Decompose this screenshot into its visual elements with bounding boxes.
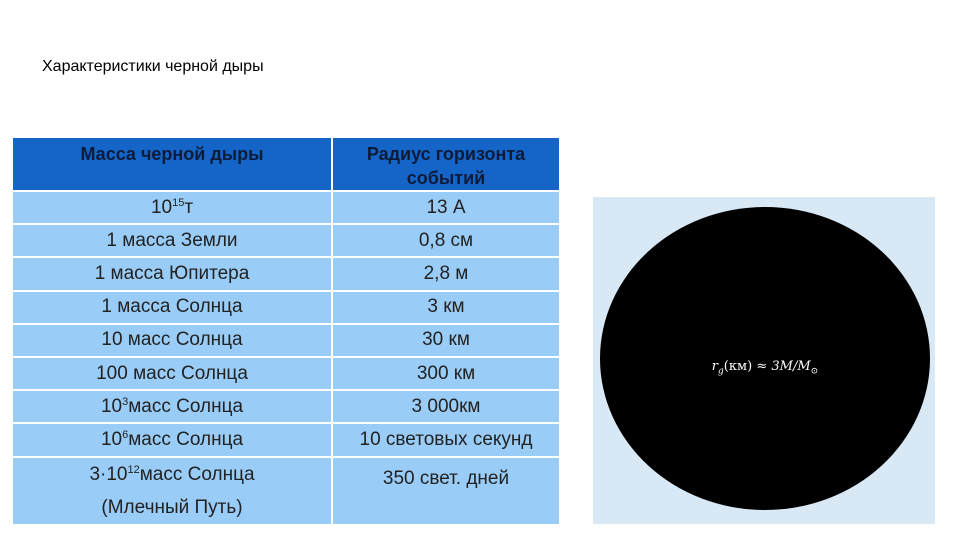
header-mass: Масса черной дыры xyxy=(13,138,332,191)
table-row xyxy=(13,291,559,324)
mass-unit: масс Солнца xyxy=(128,428,244,450)
mass-cell xyxy=(13,390,332,423)
radius-cell: 300 км xyxy=(332,357,559,390)
mass-exponent: 12 xyxy=(127,463,140,476)
mass-cell: 10 масс Солнца xyxy=(13,324,332,357)
mass-base: 10 xyxy=(100,428,123,450)
radius-cell: 0,8 см xyxy=(332,224,559,257)
formula-unit: (км) xyxy=(723,359,753,374)
mass-unit: т xyxy=(184,196,194,218)
table-row xyxy=(13,191,559,224)
formula-approx: ≈ xyxy=(756,359,768,374)
radius-cell: 10 световых секунд xyxy=(332,423,559,456)
radius-cell: 3 км xyxy=(332,291,559,324)
radius-cell: 13 А xyxy=(332,191,559,224)
mass-base: 3·10 xyxy=(89,463,128,485)
mass-base: 10 xyxy=(150,196,173,218)
mass-cell xyxy=(13,423,332,456)
table-row xyxy=(13,423,559,456)
table-header-row xyxy=(13,138,559,191)
mass-cell xyxy=(13,191,332,224)
radius-cell: 30 км xyxy=(332,324,559,357)
radius-cell: 2,8 м xyxy=(332,257,559,290)
radius-cell: 3 000км xyxy=(332,390,559,423)
mass-base: 10 xyxy=(100,395,123,417)
mass-unit: масс Солнца xyxy=(128,395,244,417)
slide-title: Характеристики черной дыры xyxy=(42,58,264,75)
mass-unit: масс Солнца xyxy=(139,463,255,485)
mass-exponent: 6 xyxy=(122,428,129,441)
formula-rhs: 3M/M xyxy=(771,359,811,374)
table-row xyxy=(13,224,559,257)
mass-exponent: 3 xyxy=(122,395,129,408)
mass-note: (Млечный Путь) xyxy=(101,496,243,518)
table-row xyxy=(13,457,559,525)
table-row xyxy=(13,324,559,357)
table-row xyxy=(13,257,559,290)
table-row xyxy=(13,390,559,423)
black-hole-disk xyxy=(600,207,930,510)
radius-cell: 350 свет. дней xyxy=(332,457,559,525)
mass-cell: 1 масса Солнца xyxy=(13,291,332,324)
formula-r: r xyxy=(711,359,719,374)
black-hole-illustration xyxy=(593,197,935,524)
mass-cell: 100 масс Солнца xyxy=(13,357,332,390)
mass-cell: 1 масса Земли xyxy=(13,224,332,257)
table-row xyxy=(13,357,559,390)
mass-cell xyxy=(13,457,332,525)
formula-r-sub: g xyxy=(718,366,724,377)
mass-exponent: 15 xyxy=(172,196,185,209)
black-hole-table xyxy=(13,138,559,524)
header-radius: Радиус горизонта событий xyxy=(332,138,559,191)
mass-cell: 1 масса Юпитера xyxy=(13,257,332,290)
radius-formula xyxy=(600,359,930,377)
formula-sun-sub: ⊙ xyxy=(810,366,819,377)
